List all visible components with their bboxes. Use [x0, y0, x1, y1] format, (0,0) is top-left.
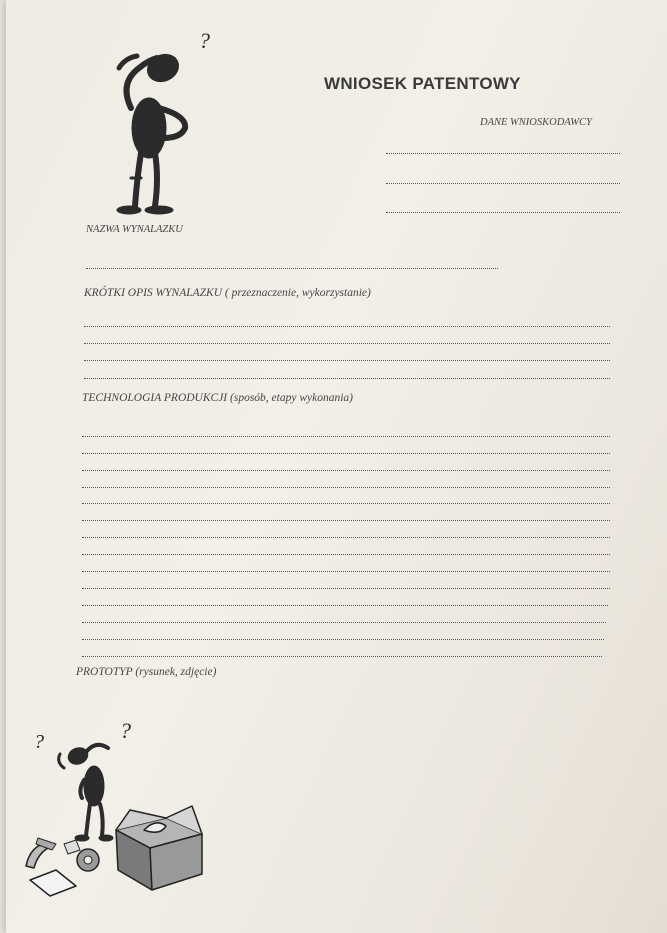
technology-line-6[interactable] [82, 520, 610, 521]
applicant-line-3[interactable] [386, 212, 620, 213]
technology-line-7[interactable] [82, 537, 610, 538]
applicant-data-label: DANE WNIOSKODAWCY [480, 117, 592, 128]
technology-line-14[interactable] [82, 656, 602, 657]
technology-line-10[interactable] [82, 588, 610, 589]
description-line-3[interactable] [84, 360, 610, 361]
thinking-figure-icon [101, 28, 231, 223]
production-technology-label: TECHNOLOGIA PRODUKCJI (sposób, etapy wykonania) [82, 392, 353, 404]
description-line-4[interactable] [84, 378, 610, 379]
applicant-line-1[interactable] [386, 153, 620, 154]
technology-line-2[interactable] [82, 453, 610, 454]
svg-text:?: ? [34, 731, 44, 753]
invention-name-label: NAZWA WYNALAZKU [86, 224, 183, 235]
applicant-line-2[interactable] [386, 183, 620, 184]
technology-line-9[interactable] [82, 571, 610, 572]
description-line-2[interactable] [84, 343, 610, 344]
technology-line-13[interactable] [82, 639, 604, 640]
question-mark-icon: ? [199, 28, 210, 53]
prototype-label: PROTOTYP (rysunek, zdjęcie) [76, 666, 217, 678]
svg-text:?: ? [120, 718, 131, 743]
technology-line-3[interactable] [82, 470, 610, 471]
short-description-label: KRÓTKI OPIS WYNALAZKU ( przeznaczenie, wykorzystanie) [84, 287, 371, 299]
form-title: WNIOSEK PATENTOWY [324, 74, 521, 93]
description-line-1[interactable] [84, 326, 610, 327]
invention-name-line[interactable] [86, 268, 498, 269]
technology-line-11[interactable] [82, 605, 608, 606]
technology-line-4[interactable] [82, 487, 610, 488]
technology-line-5[interactable] [82, 503, 610, 504]
technology-line-12[interactable] [82, 622, 606, 623]
technology-line-1[interactable] [82, 436, 610, 437]
form-sheet [6, 0, 667, 933]
figure-with-box-icon [16, 718, 216, 898]
technology-line-8[interactable] [82, 554, 610, 555]
